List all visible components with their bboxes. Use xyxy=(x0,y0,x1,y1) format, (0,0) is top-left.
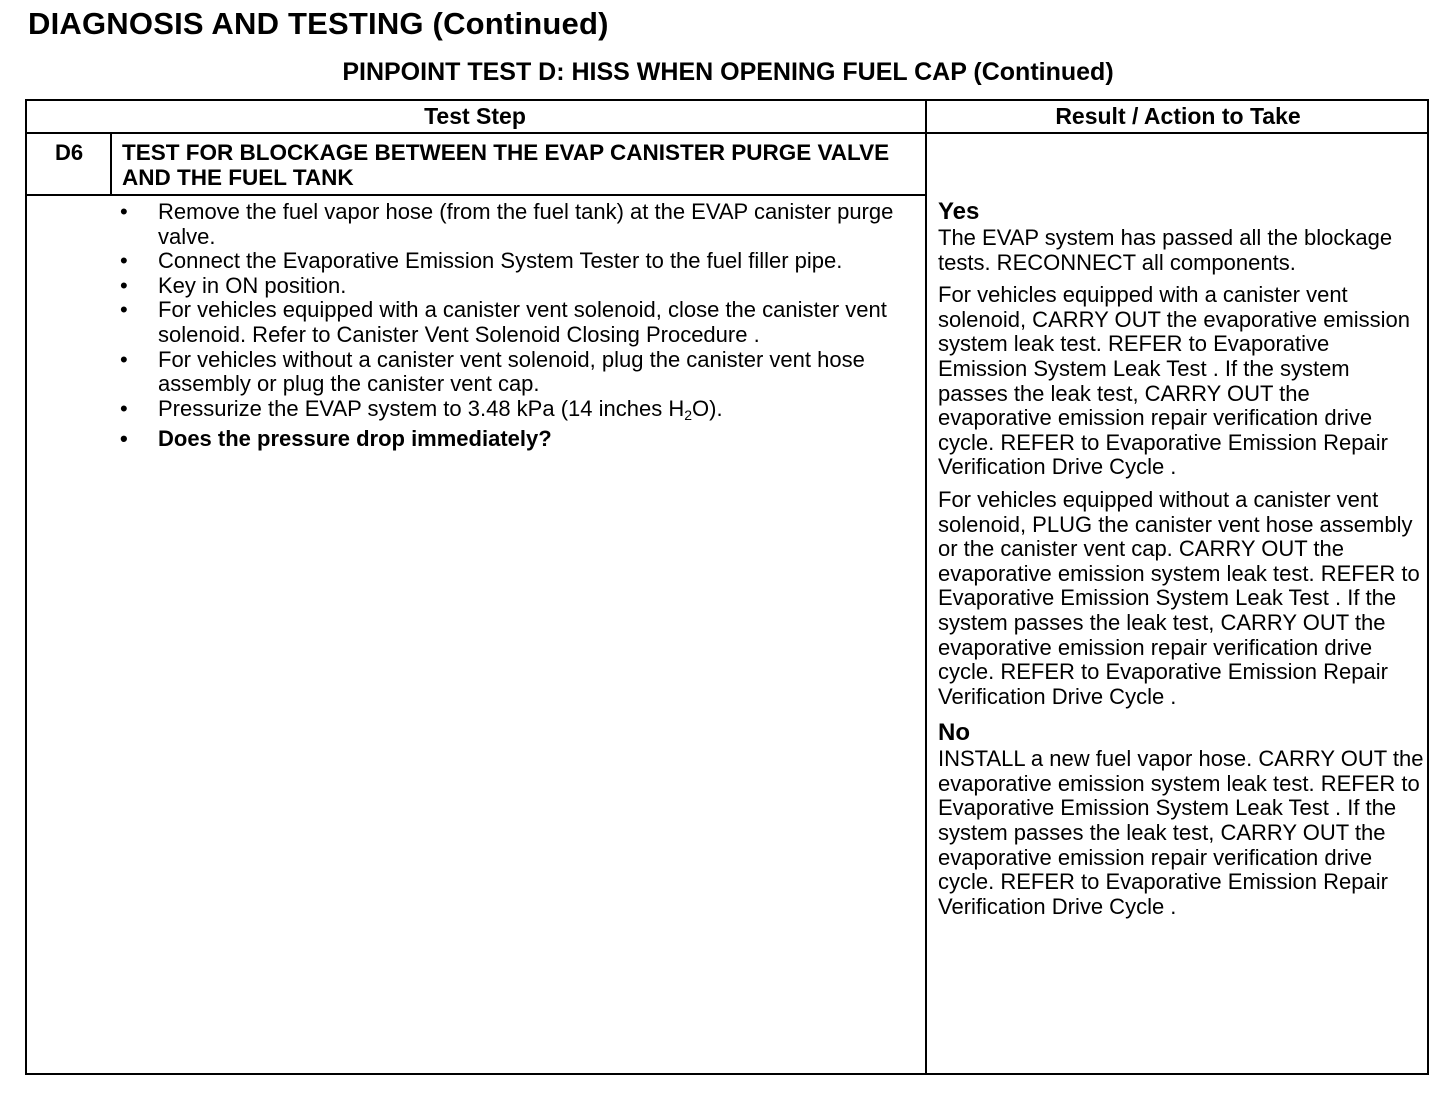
list-item xyxy=(116,249,908,274)
list-item xyxy=(116,348,908,397)
list-item xyxy=(116,298,908,347)
page-heading: DIAGNOSIS AND TESTING (Continued) xyxy=(28,6,609,41)
step-text: Remove the fuel vapor hose (from the fuel tank) at the EVAP canister purge valve. xyxy=(158,199,894,249)
no-result-text: INSTALL a new fuel vapor hose. CARRY OUT the evaporative emission system leak test. REFER to Evaporative Emission System Leak Test . If the system passes the leak test, CARRY OUT the evaporative emission repair verification drive cycle. REFER to Evaporative Emission Repair Verification Drive Cycle . xyxy=(938,746,1424,919)
step-text-tail: O). xyxy=(692,395,723,421)
yes-label: Yes xyxy=(938,198,980,225)
yes-result-text: For vehicles equipped without a canister vent solenoid, PLUG the canister vent hose assembly or the canister vent cap. CARRY OUT the evaporative emission system leak test. REFER to Evaporative Emission System Leak Test . If the system passes the leak test, CARRY OUT the evaporative emission repair verification drive cycle. REFER to Evaporative Emission Repair Verification Drive Cycle . xyxy=(938,486,1420,709)
pinpoint-test-title: PINPOINT TEST D: HISS WHEN OPENING FUEL CAP (Continued) xyxy=(342,58,1114,86)
step-question: Does the pressure drop immediately? xyxy=(158,426,552,452)
yes-result-text: For vehicles equipped with a canister vent solenoid, CARRY OUT the evaporative emission system leak test. REFER to Evaporative Emission System Leak Test . If the system passes the leak test, CARRY OUT the evaporative emission repair verification drive cycle. REFER to Evaporative Emission Repair Verification Drive Cycle . xyxy=(938,282,1411,480)
step-id: D6 xyxy=(54,140,84,165)
list-item xyxy=(116,200,908,249)
step-text: Connect the Evaporative Emission System Tester to the fuel filler pipe. xyxy=(158,248,843,274)
subscript: 2 xyxy=(684,406,693,423)
result-column xyxy=(938,198,1424,927)
step-text: For vehicles without a canister vent solenoid, plug the canister vent hose assembly or plug the canister vent cap. xyxy=(158,346,865,397)
step-text: For vehicles equipped with a canister vent solenoid, close the canister vent solenoid. Refer to Canister Vent Solenoid Closing Procedure . xyxy=(158,297,887,347)
column-divider xyxy=(925,99,927,1075)
list-item xyxy=(116,274,908,299)
step-title-divider xyxy=(25,194,927,196)
step-text: Key in ON position. xyxy=(158,272,347,298)
list-item xyxy=(116,427,908,452)
column-header-test-step: Test Step xyxy=(424,103,526,129)
no-label: No xyxy=(938,719,970,747)
header-divider xyxy=(25,132,1429,134)
test-step-list xyxy=(116,200,908,452)
list-item xyxy=(116,397,908,428)
column-header-result: Result / Action to Take xyxy=(1055,103,1301,129)
yes-result-text: The EVAP system has passed all the blockage tests. RECONNECT all components. xyxy=(938,225,1393,275)
step-title: TEST FOR BLOCKAGE BETWEEN THE EVAP CANISTER PURGE VALVE AND THE FUEL TANK xyxy=(122,140,890,190)
step-text: Pressurize the EVAP system to 3.48 kPa (14 inches H xyxy=(158,395,685,421)
